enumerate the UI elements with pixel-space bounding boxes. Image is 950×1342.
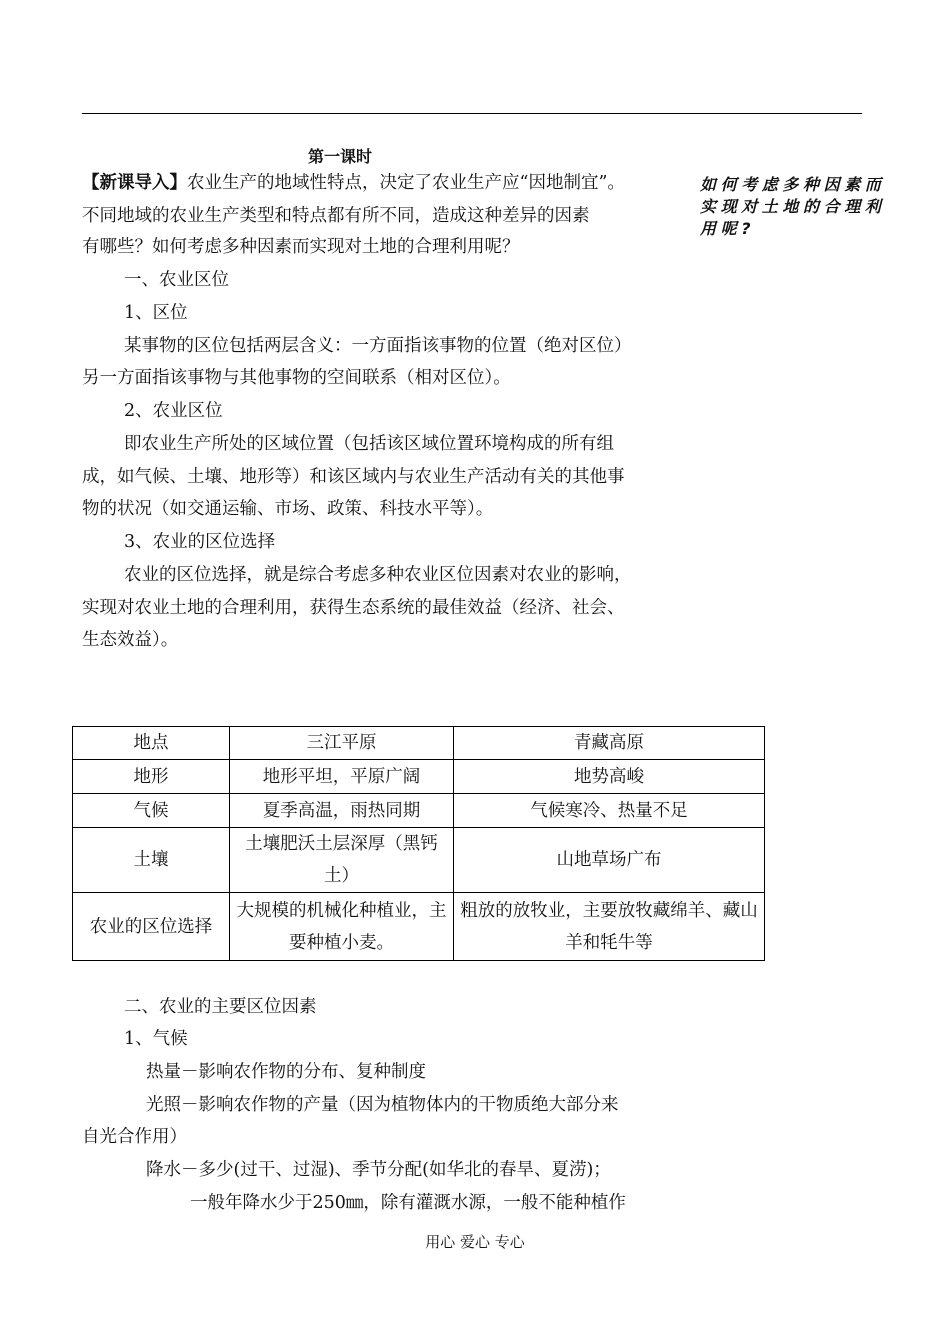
s3-line-2: 实现对农业土地的合理利用，获得生态系统的最佳效益（经济、社会、 <box>82 598 625 618</box>
intro-text-1: 农业生产的地域性特点，决定了农业生产应“因地制宜”。 <box>187 173 625 193</box>
s2-line-1: 即农业生产所处的区域位置（包括该区域位置环境构成的所有组 <box>124 434 614 454</box>
page-title: 第一课时 <box>308 147 373 166</box>
rain-line: 降水－多少(过干、过湿)、季节分配(如华北的春旱、夏涝)； <box>146 1160 611 1180</box>
intro-line-2: 不同地域的农业生产类型和特点都有所不同，造成这种差异的因素 <box>82 206 590 226</box>
intro-line-3: 有哪些？如何考虑多种因素而实现对土地的合理利用呢？ <box>82 237 520 257</box>
table-header-cell: 青藏高原 <box>454 727 765 760</box>
s2-line-2: 成，如气候、土壤、地形等）和该区域内与农业生产活动有关的其他事 <box>82 467 625 487</box>
table-row <box>73 760 765 794</box>
comparison-table <box>72 726 765 961</box>
s3-line-1: 农业的区位选择，就是综合考虑多种农业区位因素对农业的影响， <box>124 565 632 585</box>
table-cell: 土壤肥沃土层深厚（黑钙土） <box>230 828 454 893</box>
table-cell: 地形平坦，平原广阔 <box>230 760 454 794</box>
table-cell: 地势高峻 <box>454 760 765 794</box>
light-line-2: 自光合作用） <box>82 1127 187 1147</box>
table-cell: 土壤 <box>73 828 230 893</box>
table-cell: 气候 <box>73 794 230 828</box>
intro-line-1 <box>82 172 625 194</box>
light-line-1: 光照－影响农作物的产量（因为植物体内的干物质绝大部分来 <box>146 1095 619 1115</box>
section1-title: 一、农业区位 <box>124 270 229 290</box>
table-header-cell: 地点 <box>73 727 230 760</box>
table-cell: 大规模的机械化种植业，主要种植小麦。 <box>230 893 454 961</box>
heat-line: 热量－影响农作物的分布、复种制度 <box>146 1062 426 1082</box>
table-row <box>73 794 765 828</box>
s1-line-1: 某事物的区位包括两层含义：一方面指该事物的位置（绝对区位） <box>124 336 632 356</box>
s2-line-3: 物的状况（如交通运输、市场、政策、科技水平等）。 <box>82 499 494 519</box>
table-cell: 地形 <box>73 760 230 794</box>
rain-line-2: 一般年降水少于250㎜，除有灌溉水源，一般不能种植作 <box>190 1193 626 1213</box>
s3-title: 3、农业的区位选择 <box>124 532 276 552</box>
section2-title: 二、农业的主要区位因素 <box>124 997 317 1017</box>
table-cell: 气候寒冷、热量不足 <box>454 794 765 828</box>
table-header-row <box>73 727 765 760</box>
table-header-cell: 三江平原 <box>230 727 454 760</box>
table-row <box>73 893 765 961</box>
table-cell: 农业的区位选择 <box>73 893 230 961</box>
s1-title: 1、区位 <box>124 303 188 323</box>
climate-title: 1、气候 <box>124 1029 188 1049</box>
side-note: 如何考虑多种因素而实现对土地的合理利用呢? <box>700 175 886 238</box>
table-row <box>73 828 765 893</box>
s2-title: 2、农业区位 <box>124 401 223 421</box>
table-cell: 粗放的放牧业，主要放牧藏绵羊、藏山羊和牦牛等 <box>454 893 765 961</box>
header-rule <box>82 113 862 114</box>
page-footer: 用心 爱心 专心 <box>425 1233 525 1251</box>
s3-line-3: 生态效益）。 <box>82 630 179 650</box>
intro-label: 【新课导入】 <box>82 173 187 193</box>
table-cell: 夏季高温，雨热同期 <box>230 794 454 828</box>
table-cell: 山地草场广布 <box>454 828 765 893</box>
s1-line-2: 另一方面指该事物与其他事物的空间联系（相对区位）。 <box>82 368 511 388</box>
